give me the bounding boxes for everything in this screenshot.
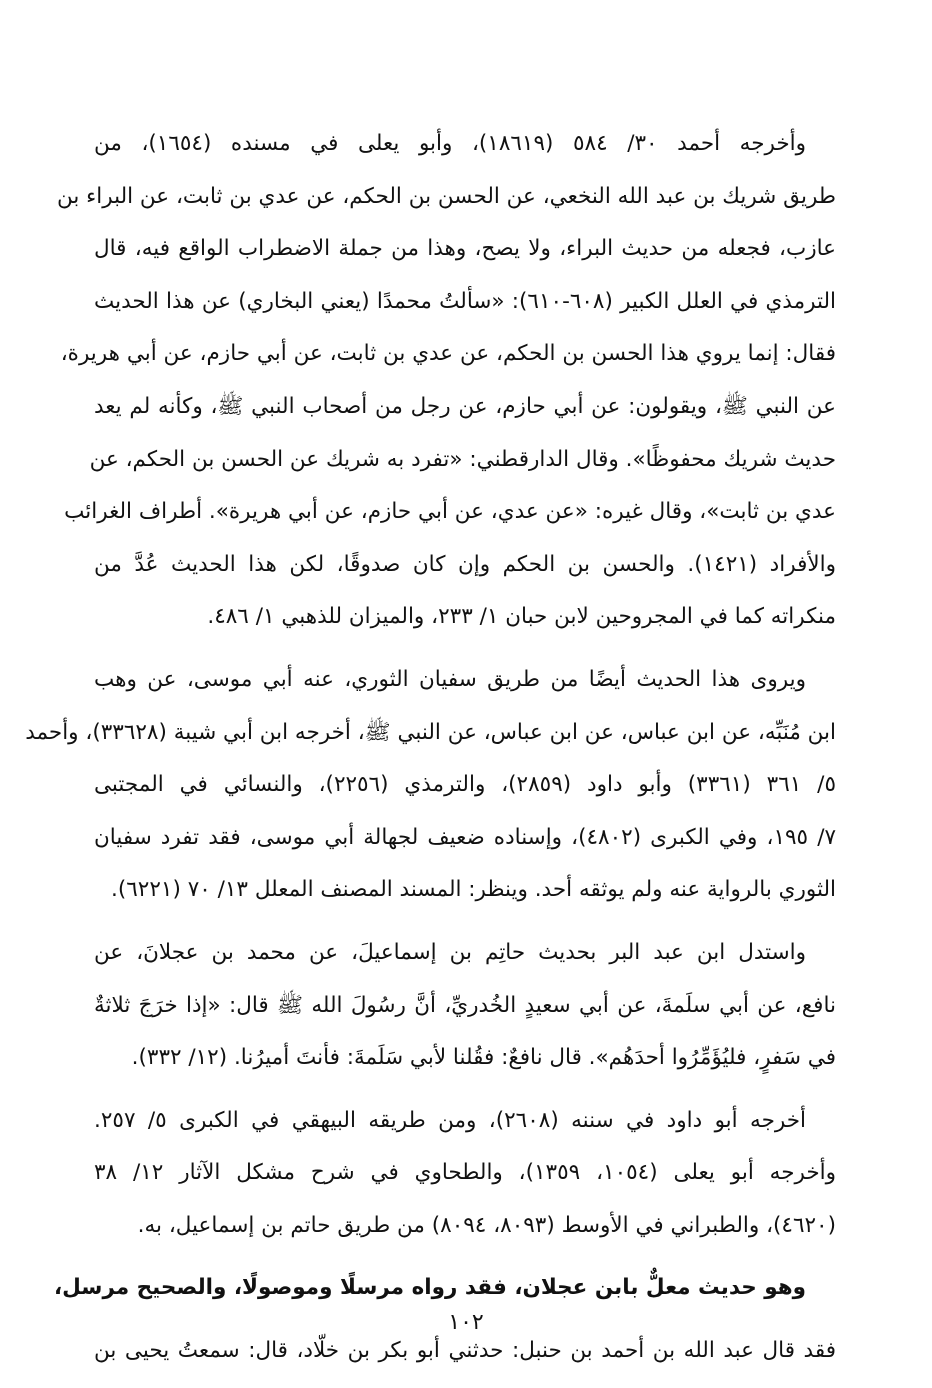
text-line: فقد قال عبد الله بن أحمد بن حنبل: حدثني أبو بكر بن خلّاد، قال: سمعتُ يحيى بن xyxy=(94,1338,836,1364)
text-line: طريق شريك بن عبد الله النخعي، عن الحسن بن الحكم، عن عدي بن ثابت، عن البراء بن xyxy=(56,183,836,209)
text-line: عن النبي ﷺ، ويقولون: عن أبي حازم، عن رجل من أصحاب النبي ﷺ، وكأنه لم يعد xyxy=(94,393,836,419)
paragraph-4 xyxy=(94,1095,836,1253)
text-line: والأفراد (١٤٢١). والحسن بن الحكم وإن كان صدوقًا، لكن هذا الحديث عُدَّ من xyxy=(94,551,836,577)
document-body xyxy=(25,118,837,1388)
text-line: ويروى هذا الحديث أيضًا من طريق سفيان الثوري، عنه أبي موسى، عن وهب xyxy=(94,666,806,692)
text-line: واستدل ابن عبد البر بحديث حاتِم بن إسماعيلَ، عن محمد بن عجلانَ، عن xyxy=(94,939,806,965)
text-line: ٧/ ١٩٥، وفي الكبرى (٤٨٠٢)، وإسناده ضعيف لجهالة أبي موسى، فقد تفرد سفيان xyxy=(94,824,837,850)
text-line: (٤٦٢٠)، والطبراني في الأوسط (٨٠٩٣، ٨٠٩٤) من طريق حاتم بن إسماعيل، به. xyxy=(137,1212,836,1238)
text-line: وأخرجه أبو يعلى (١٠٥٤، ١٣٥٩)، والطحاوي في شرح مشكل الآثار ١٢/ ٣٨ xyxy=(94,1160,836,1186)
text-line: نافع، عن أبي سلَمةَ، عن أبي سعيدٍ الخُدريِّ، أنَّ رسُولَ الله ﷺ قال: «إذا خرَجَ ثلاثةٌ xyxy=(94,992,836,1018)
text-line: عازب، فجعله من حديث البراء، ولا يصح، وهذا من جملة الاضطراب الواقع فيه، قال xyxy=(94,236,836,262)
paragraph-5-bold xyxy=(53,1262,836,1315)
text-line: فقال: إنما يروي هذا الحسن بن الحكم، عن عدي بن ثابت، عن أبي حازم، عن أبي هريرة، xyxy=(60,341,836,367)
paragraph-3 xyxy=(94,927,836,1085)
page-number: ١٠٢ xyxy=(448,1310,484,1335)
text-line: أخرجه أبو داود في سننه (٢٦٠٨)، ومن طريقه البيهقي في الكبرى ٥/ ٢٥٧. xyxy=(94,1107,806,1133)
text-line: الثوري بالرواية عنه ولم يوثقه أحد. وينظر: المسند المصنف المعلل ١٣/ ٧٠ (٦٢٢١). xyxy=(111,877,836,903)
text-line: منكراته كما في المجروحين لابن حبان ١/ ٢٣٣، والميزان للذهبي ١/ ٤٨٦. xyxy=(207,604,836,630)
text-line: وأخرجه أحمد ٣٠/ ٥٨٤ (١٨٦١٩)، وأبو يعلى في مسنده (١٦٥٤)، من xyxy=(94,131,806,156)
text-line: عدي بن ثابت»، وقال غيره: «عن عدي، عن أبي حازم، عن أبي هريرة». أطراف الغرائب xyxy=(64,499,836,525)
text-line: وهو حديث معلٌّ بابن عجلان، فقد رواه مرسلًا وموصولًا، والصحيح مرسل، xyxy=(53,1275,806,1301)
text-line: في سَفرٍ، فليُؤَمِّرُوا أحدَهُم». قال نافعٌ: فقُلنا لأبي سَلَمةَ: فأنتَ أميرُنا. (١٢/ ٣٣٢). xyxy=(131,1045,836,1071)
text-line: ٥/ ٣٦١ (٣٣٦١) وأبو داود (٢٨٥٩)، والترمذي (٢٢٥٦)، والنسائي في المجتبى xyxy=(94,772,836,798)
text-line: حديث شريك محفوظًا». وقال الدارقطني: «تفرد به شريك عن الحسن بن الحكم، عن xyxy=(89,446,836,472)
paragraph-1 xyxy=(56,118,836,644)
text-line: ابن مُنَبِّه، عن ابن عباس، عن ابن عباس، عن النبي ﷺ، أخرجه ابن أبي شيبة (٣٣٦٢٨)، وأحمد xyxy=(25,719,836,745)
text-line: الترمذي في العلل الكبير (٦٠٨-٦١٠): «سألتُ محمدًا (يعني البخاري) عن هذا الحديث xyxy=(94,288,836,314)
paragraph-2 xyxy=(25,654,837,917)
